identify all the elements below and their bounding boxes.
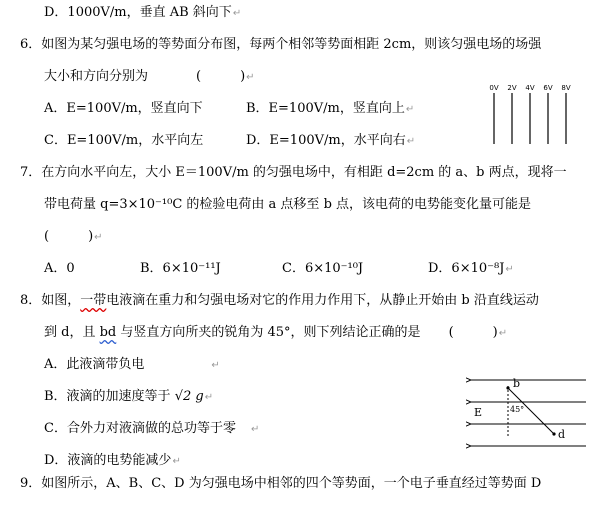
label-6v: 6V	[543, 84, 553, 92]
q6-option-c: C．E=100V/m，水平向左	[44, 133, 204, 148]
label-8v: 8V	[561, 84, 571, 92]
label-e: E	[474, 406, 483, 419]
q6-option-d: D．E=100V/m，水平向右↵	[246, 133, 416, 148]
label-angle: 45°	[510, 405, 525, 414]
q6-option-a: A．E=100V/m，竖直向下	[44, 101, 203, 116]
q7-option-c: C．6×10⁻¹⁰J	[282, 261, 364, 276]
q8-option-b: B．液滴的加速度等于 √2 g↵	[44, 389, 214, 404]
q8-field-figure	[466, 372, 590, 454]
point-b	[506, 386, 509, 389]
q6-stem-line2: 大小和方向分别为 ( )↵	[44, 69, 255, 84]
q7-stem-line2: 带电荷量 q=3×10⁻¹⁰C 的检验电荷由 a 点移至 b 点，该电荷的电势能变化量可能是	[44, 197, 532, 212]
q7-option-a: A．0	[44, 261, 75, 276]
label-d: d	[558, 428, 566, 441]
label-b: b	[513, 377, 521, 390]
label-4v: 4V	[525, 84, 535, 92]
q6-option-b: B．E=100V/m，竖直向上↵	[246, 101, 415, 116]
q8-stem-line2: 到 d，且 bd 与竖直方向所夹的锐角为 45°，则下列结论正确的是 ( )↵	[44, 325, 508, 340]
q6-answer-paren: ( )	[196, 69, 246, 84]
q5-option-d: D．1000V/m，垂直 AB 斜向下↵	[44, 5, 242, 20]
label-2v: 2V	[507, 84, 517, 92]
q8-answer-paren: ( )	[448, 325, 498, 340]
q7-stem-line1: 7．在方向水平向左，大小 E＝100V/m 的匀强电场中，有相距 d=2cm 的 a、b 两点，现将一	[20, 165, 567, 180]
q6-equipotential-figure	[480, 82, 580, 148]
q9-stem-line1: 9．如图所示，A、B、C、D 为匀强电场中相邻的四个等势面，一个电子垂直经过等势面 D	[20, 476, 542, 491]
q7-option-d: D．6×10⁻⁸J↵	[428, 261, 514, 276]
point-d	[552, 432, 555, 435]
q8-option-d: D．液滴的电势能减少↵	[44, 453, 181, 468]
q6-stem-line1: 6．如图为某匀强电场的等势面分布图，每两个相邻等势面相距 2cm，则该匀强电场的场强	[20, 37, 542, 52]
label-0v: 0V	[489, 84, 499, 92]
q8-stem-line1: 8．如图，一带电液滴在重力和匀强电场对它的作用力作用下，从静止开始由 b 沿直线运动	[20, 293, 539, 308]
q8-option-a: A．此液滴带负电 ↵	[44, 357, 220, 372]
q7-answer-paren: ( )↵	[44, 229, 103, 244]
q8-option-c: C．合外力对液滴做的总功等于零 ↵	[44, 421, 260, 436]
q7-option-b: B．6×10⁻¹¹J	[140, 261, 221, 276]
